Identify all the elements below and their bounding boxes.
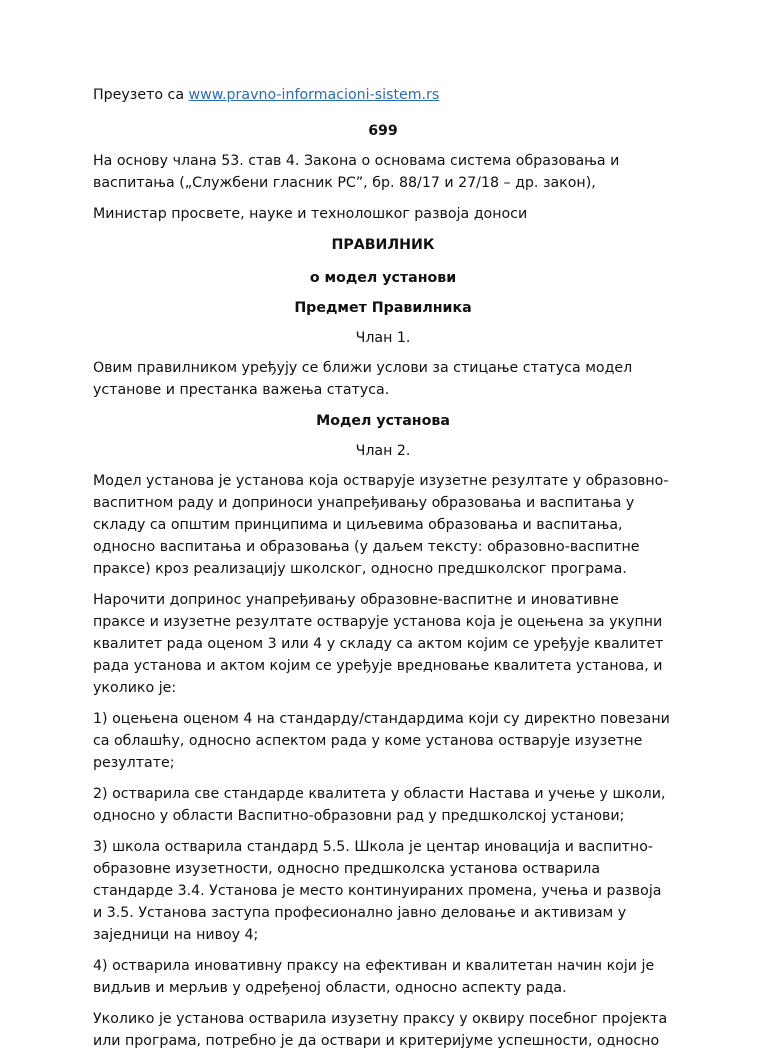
document-number: 699 [368,123,398,139]
preamble-issuer: Министар просвете, науке и технолошког развоја доноси [93,206,528,222]
article-1-label: Члан 1. [355,330,411,346]
article-2-item-1: 1) оцењена оценом 4 на стандарду/стандардима који су директно повезани са облашћу, односно аспектом рада у коме установа остварује изузетне резултате; [93,711,670,771]
article-2-item-4: 4) остварила иновативну праксу на ефективан и квалитетан начин који је видљив и мерљив у одређеној области, односно аспекту рада. [93,958,655,996]
article-2-paragraph-3: Уколико је установа остварила изузетну праксу у оквиру посебног пројекта или програма, потребно је да оствари и критеријуме успешности, односно [93,1011,668,1049]
article-2-label: Члан 2. [355,443,411,459]
article-2-paragraph-2: Нарочити допринос унапређивању образовне-васпитне и иновативне праксе и изузетне резултате остварује установа која је оцењена за укупни квалитет рада оценом 3 или 4 у складу са актом којим се уређује квалитет рада установа и актом којим се уређује вредновање квалитета установа, и уколико је: [93,592,664,696]
section2-heading: Модел установа [316,413,450,429]
document-title: ПРАВИЛНИК [331,237,435,253]
document-page [93,84,673,1061]
article-1-paragraph-1: Овим правилником уређују се ближи услови за стицање статуса модел установе и престанка важења статуса. [93,360,633,398]
source-prefix: Преузето са [93,87,189,103]
source-line [93,84,673,106]
article-2-item-3: 3) школа остварила стандард 5.5. Школа је центар иновација и васпитно-образовне изузетности, односно предшколска установа остварила стандарде 3.4. Установа је место континуираних промена, учења и развоја и 3.5. Установа заступа професионално јавно деловање и активизам у заједници на нивоу 4; [93,839,662,943]
article-2-item-2: 2) остварила све стандарде квалитета у области Настава и учење у школи, односно у области Васпитно-образовни рад у предшколској установи; [93,786,666,824]
source-link[interactable]: www.pravno-informacioni-sistem.rs [188,87,440,103]
article-2-paragraph-1: Модел установа је установа која остварује изузетне резултате у образовно-васпитном раду и доприноси унапређивању образовања и васпитања у складу са општим принципима и циљевима образовања и васпитања, односно васпитања и образовања (у даљем тексту: образовно-васпитне праксе) кроз реализацију школског, односно предшколског програма. [93,473,669,577]
section1-heading: Предмет Правилника [294,300,472,316]
document-subtitle: о модел установи [309,270,457,286]
preamble-legal-basis: На основу члана 53. став 4. Закона о основама система образовања и васпитања („Службени гласник РС”, бр. 88/17 и 27/18 – др. закон), [93,153,620,191]
